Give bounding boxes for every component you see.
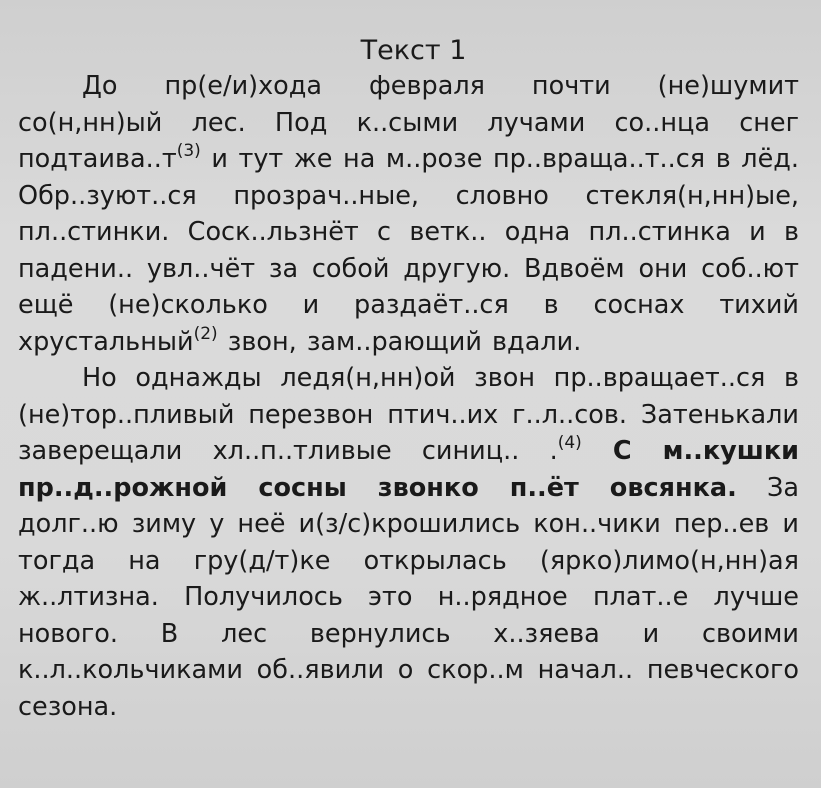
paragraph-1-text-b: и тут же на м..розе пр..враща..т..ся в лёд. Обр..зуют..ся прозрач..ные, словно стекля(н,нн)ые, пл..стинки. Соск..льзнёт с ветк.. одна пл..стинка и в падени.. увл..чёт за собой другую. Вдвоём они соб..ют ещё (не)сколько и раздаёт..ся в соснах тихий хрустальный	[18, 144, 799, 357]
footnote-mark-3: (3)	[176, 141, 201, 161]
footnote-mark-4: (4)	[557, 433, 582, 453]
footnote-mark-2: (2)	[193, 323, 218, 344]
paragraph-2-bold-sentence: С м..кушки пр..д..рожной сосны звонко п..ёт овсянка.	[18, 436, 800, 503]
paragraph-1-text-c: звон, зам..рающий вдали.	[217, 326, 582, 357]
paragraph-2-text-a: Но однажды ледя(н,нн)ой звон пр..вращает..ся в (не)тор..пливый перезвон птич..их г..л..сов. Затенькали заверещали хл..п..тливые синиц.. .	[18, 363, 799, 466]
text-title: Текст 1	[360, 35, 467, 66]
paragraph-2	[18, 360, 799, 725]
paragraph-1	[18, 68, 799, 360]
paragraph-1-text-a: До пр(е/и)хода февраля почти (не)шумит со(н,нн)ый лес. Под к..сыми лучами со..нца снег подтаива..т	[18, 71, 799, 174]
paragraph-2-text-b: За долг..ю зиму у неё и(з/с)крошились кон..чики пер..ев и тогда на гру(д/т)ке открылась (ярко)лимо(н,нн)ая ж..лтизна. Получилось это н..рядное плат..е лучше нового. В лес вернулись х..зяева и своими к..л..кольчиками об..явили о скор..м начал.. певческого сезона.	[18, 472, 799, 722]
